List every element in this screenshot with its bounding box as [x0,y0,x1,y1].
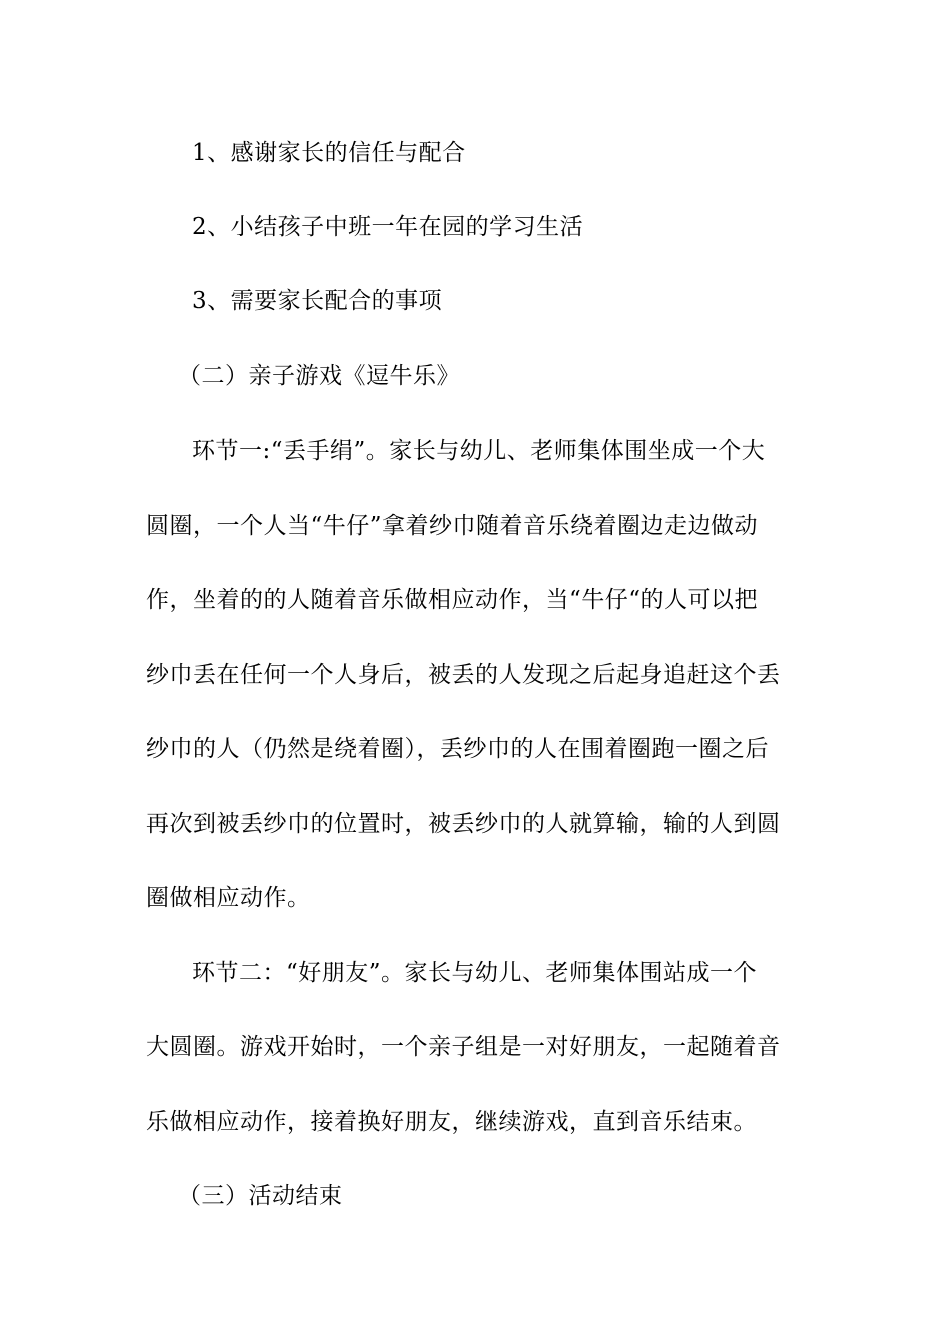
section-heading-3: （三）活动结束 [178,1183,343,1209]
section-heading-2: （二）亲子游戏《逗牛乐》 [178,363,460,389]
paragraph-1-line-1: 环节一:“丢手绢”。家长与幼儿、老师集体围坐成一个大 [192,438,766,464]
paragraph-2-line-1: 环节二：“好朋友”。家长与幼儿、老师集体围站成一个 [192,960,758,986]
paragraph-1-line-7: 圈做相应动作。 [146,885,311,911]
paragraph-1-line-6: 再次到被丢纱巾的位置时，被丢纱巾的人就算输，输的人到圆 [146,811,781,837]
list-item-1: 1、感谢家长的信任与配合 [192,140,466,166]
paragraph-1-line-3: 作，坐着的的人随着音乐做相应动作，当“牛仔“的人可以把 [146,587,759,613]
paragraph-1-line-4: 纱巾丢在任何一个人身后，被丢的人发现之后起身追赶这个丢 [146,662,781,688]
list-item-3: 3、需要家长配合的事项 [192,288,443,314]
list-item-2: 2、小结孩子中班一年在园的学习生活 [192,214,584,240]
paragraph-2-line-3: 乐做相应动作，接着换好朋友，继续游戏，直到音乐结束。 [146,1109,757,1135]
paragraph-2-line-2: 大圆圈。游戏开始时，一个亲子组是一对好朋友，一起随着音 [146,1034,781,1060]
paragraph-1-line-5: 纱巾的人（仍然是绕着圈），丢纱巾的人在围着圈跑一圈之后 [146,736,769,762]
paragraph-1-line-2: 圆圈，一个人当“牛仔”拿着纱巾随着音乐绕着圈边走边做动 [146,513,759,539]
